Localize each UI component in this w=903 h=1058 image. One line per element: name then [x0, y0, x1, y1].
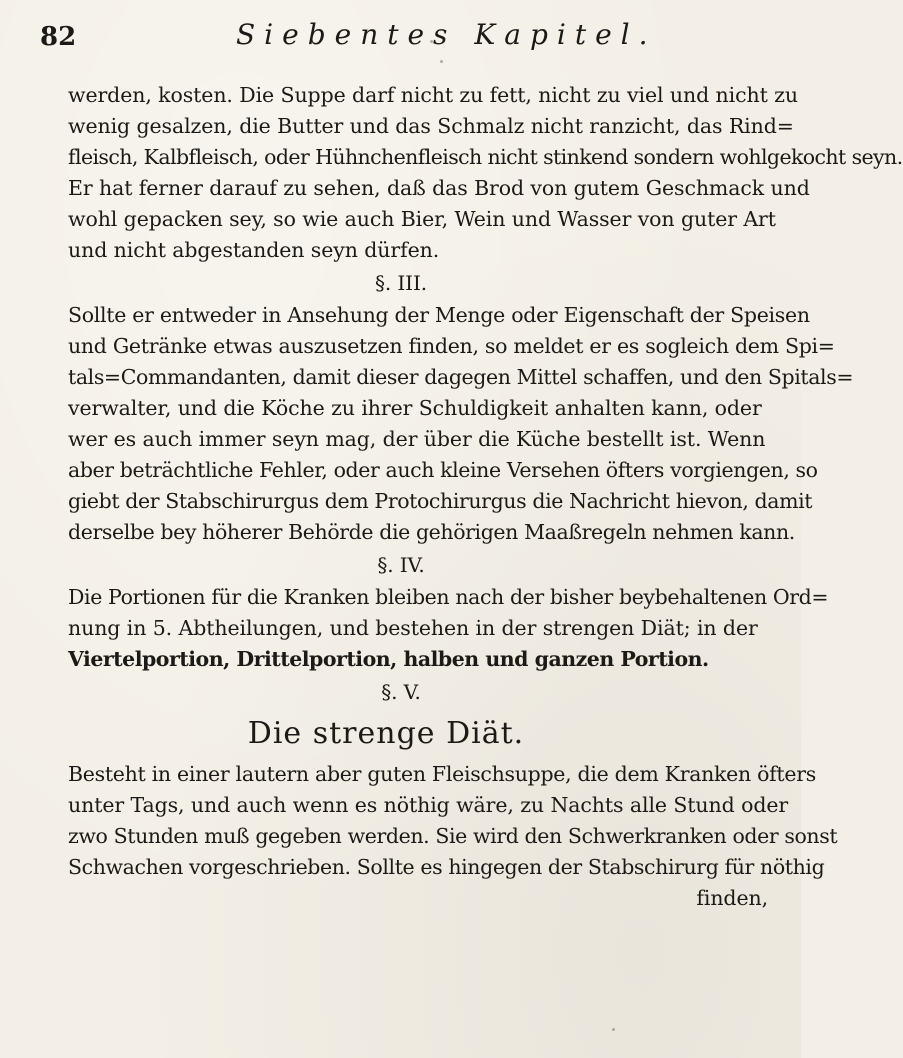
text-line: derselbe bey höherer Behörde die gehörigen Maaßregeln nehmen kann.: [68, 520, 795, 544]
paragraph-4: [68, 759, 838, 883]
catchword: finden,: [696, 886, 768, 910]
paper-speck: [430, 40, 433, 43]
text-line: und Getränke etwas auszusetzen finden, so meldet er es sogleich dem Spi=: [68, 334, 835, 358]
text-line: aber beträchtliche Fehler, oder auch kleine Versehen öfters vorgiengen, so: [68, 458, 818, 482]
running-head: Siebentes Kapitel.: [236, 18, 657, 51]
section-heading-3: §. III.: [374, 271, 428, 295]
paper-speck: [612, 1028, 615, 1031]
text-line: nung in 5. Abtheilungen, und bestehen in der strengen Diät; in der: [68, 616, 758, 640]
text-line: Die Portionen für die Kranken bleiben nach der bisher beybehaltenen Ord=: [68, 585, 829, 609]
text-line: wenig gesalzen, die Butter und das Schmalz nicht ranzicht, das Rind=: [68, 114, 794, 138]
page-header: [40, 18, 780, 64]
text-line: Er hat ferner darauf zu sehen, daß das Brod von gutem Geschmack und: [68, 176, 810, 200]
text-line: wohl gepacken sey, so wie auch Bier, Wein und Wasser von guter Art: [68, 207, 776, 231]
paragraph-1: [68, 80, 903, 266]
text-line: werden, kosten. Die Suppe darf nicht zu fett, nicht zu viel und nicht zu: [68, 83, 798, 107]
paragraph-2: [68, 300, 854, 548]
text-line: Schwachen vorgeschrieben. Sollte es hingegen der Stabschirurg für nöthig: [68, 855, 825, 879]
text-line: Besteht in einer lautern aber guten Fleischsuppe, die dem Kranken öfters: [68, 762, 816, 786]
text-line: verwalter, und die Köche zu ihrer Schuldigkeit anhalten kann, oder: [68, 396, 762, 420]
text-line: fleisch, Kalbfleisch, oder Hühnchenfleisch nicht stinkend sondern wohlgekocht seyn.: [68, 145, 903, 169]
text-line: wer es auch immer seyn mag, der über die Küche bestellt ist. Wenn: [68, 427, 766, 451]
text-line: Viertelportion, Drittelportion, halben und ganzen Portion.: [68, 647, 709, 671]
section-heading-5: §. V.: [381, 680, 421, 704]
text-line: und nicht abgestanden seyn dürfen.: [68, 238, 440, 262]
paragraph-3: [68, 582, 829, 675]
text-line: tals=Commandanten, damit dieser dagegen Mittel schaffen, und den Spitals=: [68, 365, 854, 389]
body-text: [68, 80, 903, 914]
text-line: giebt der Stabschirurgus dem Protochirurgus die Nachricht hievon, damit: [68, 489, 813, 513]
page-number: 82: [40, 22, 77, 52]
section-heading-4: §. IV.: [377, 553, 425, 577]
text-line: Sollte er entweder in Ansehung der Menge oder Eigenschaft der Speisen: [68, 303, 810, 327]
text-line: unter Tags, und auch wenn es nöthig wäre, zu Nachts alle Stund oder: [68, 793, 789, 817]
paper-speck: [440, 60, 443, 63]
section-subtitle: Die strenge Diät.: [247, 716, 525, 751]
text-line: zwo Stunden muß gegeben werden. Sie wird den Schwerkranken oder sonst: [68, 824, 838, 848]
